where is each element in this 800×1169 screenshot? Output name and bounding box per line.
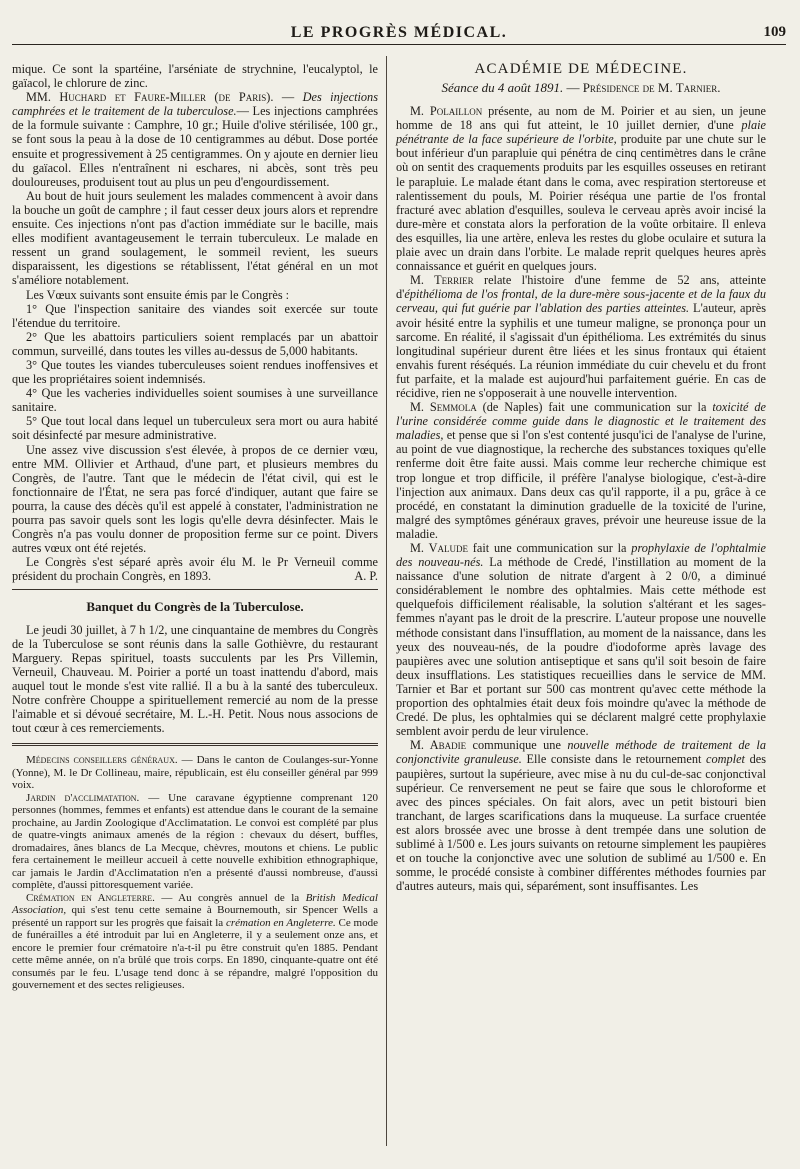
paragraph-semmola [396,400,766,541]
author-valude: M. Valude [410,541,468,555]
news-cremation-head: Crémation en Angleterre. [26,891,155,904]
news-jardin [12,792,378,892]
academy-heading: ACADÉMIE DE MÉDECINE. [474,61,688,77]
paragraph-voeux-intro: Les Vœux suivants sont ensuite émis par le Congrès : [26,287,290,302]
authors-huchard: MM. Huchard et Faure-Miller (de Paris). [26,90,274,105]
text-italic-2: complet [706,752,745,767]
text-italic: nouvelle méthode de traitement de la conjonctivite granuleuse. [396,738,766,767]
text-c: des paupières, surtout la supérieure, avec mise à nu du cul-de-sac conjonctival supérieur. Ce renversement ne peut se faire que sous le chloroforme et avec des pinces spéciales. On fait alors, avec un petit bistouri bien tranchant, de larges scarifications dans la muqueuse. La surface cruentée est alors brossée avec une brosse à dent trempée dans une solution de sublimé à 1/500 e. Les jours suivants on retourne simplement les paupières et on touche la conjonctive avec une solution de sublimé au 1/500 e. En somme, le procédé consiste à combiner différentes méthodes fournies par d'autres auteurs, mais qui, séparément, sont insuffisantes. Les [396,752,766,894]
page-number: 109 [763,24,786,40]
voeu-2: 2° Que les abattoirs particuliers soient remplacés par un abattoir commun, surveillé, dans toutes les villes au-dessus de 5,000 habitants. [12,329,378,358]
text-a: (de Naples) fait une communication sur la [476,400,713,415]
text-italic: épithélioma de l'os frontal, de la dure-mère sous-jacente et de la faux du cerveau, qui fut guérie par l'ablation des parties atteintes. [396,287,766,316]
text-a: relate l'histoire d'une femme de 52 ans, atteinte d' [396,273,766,302]
news-conseillers-head: Médecins conseillers généraux. [26,754,178,767]
text-b: La méthode de Credé, l'instillation au moment de la naissance d'une solution de nitrate d'argent à 2 0/0, a diminué considérablement le nombre des ophtalmies. Mais cette méthode est quelquefois difficilement réalisable, la solution s'altérant et les sages-femmes n'ayant pas le droit de la prescrire. L'auteur propose une nouvelle méthode consistant dans l'insufflation, au moment de la naissance, dans les yeux des nouveau-nés, de la poudre d'iodoforme après lavage des paupières avec une solution antiseptique et sans qu'il soit besoin de faire deux insufflations. Les statistiques recueillies dans le service de MM. Tarnier et Bar et portant sur 500 cas montrent qu'avec cette méthode la proportion des ophtalmies était deux fois moindre qu'avec la méthode de Credé. De plus, les ophtalmies qui se déclarent malgré cette prophylaxie semblent avoir perdu de leur virulence. [396,555,766,739]
news-jardin-body: — Une caravane égyptienne comprenant 120 personnes (hommes, femmes et enfants) est attendue dans le courant de la semaine prochaine, au Jardin Zoologique d'Acclimatation. Le convoi est complété par plus de quatre-vingts animaux amenés de la région : chevaux du désert, buffles, dromadaires, ânes blancs de La Mecque, chèvres, moutons et chiens. Le public fera certainement le meilleur accueil à cette nouvelle exhibition ethnographique, car jamais le Jardin d'Acclimatation n'en a présenté d'aussi nombreuse, d'aussi complète, d'aussi pittoresquement variée. [12,791,378,892]
page-header [12,24,786,45]
paragraph-valude [396,541,766,738]
text-b: Elle consiste dans le retournement [521,752,707,767]
author-semmola: M. Semmola [410,400,477,415]
paragraph-separation [12,555,378,583]
news-cremation-assoc: British Medical Association, [12,891,378,917]
text-b: L'auteur, après avoir hésité entre la syphilis et une tumeur maligne, se prononça pour un sarcome. En réalité, il s'agissait d'un épithélioma. Les extrémités du sinus longitudinal supérieur durent être liées et les sinus frontaux qui étaient envahis furent réséqués. La réunion immédiate du cuir chevelu et du front fut parfaite, et la malade est aujourd'hui parfaitement guérie. En cas de récidive, rien ne s'opposerait à une nouvelle intervention. [396,301,766,400]
seance-date: Séance du 4 août 1891. [441,80,564,96]
news-section [12,754,378,992]
journal-title: LE PROGRÈS MÉDICAL. [290,24,508,41]
presidence: — Présidence de M. Tarnier. [566,80,721,96]
paragraph-terrier [396,273,766,400]
double-divider [12,743,378,746]
voeu-3: 3° Que toutes les viandes tuberculeuses soient rendues inoffensives et que les propriétaires soient indemnisés. [12,357,378,387]
seance-line [396,80,766,96]
divider [12,589,378,590]
left-column [12,62,378,992]
text-italic: prophylaxie de l'ophtalmie des nouveau-nés. [396,541,767,570]
banquet-heading: Banquet du Congrès de la Tuberculose. [86,599,304,615]
news-jardin-head: Jardin d'acclimatation. [26,791,140,804]
author-terrier: M. Terrier [410,273,474,288]
right-column [396,62,766,893]
paragraph-abadie [396,738,766,893]
text-italic: toxicité de l'urine considérée comme guide dans le diagnostic et le traitement des maladies, [396,400,766,443]
title-injections: Des injections camphrées et le traitement de la tuberculose. [12,90,378,119]
paragraph-medicaments: mique. Ce sont la spartéine, l'arséniate de strychnine, l'eucalyptol, le gaïacol, le chlorure de zinc. [12,62,378,91]
text-a: fait une communication sur la [467,541,632,555]
text-b: et pense que si l'on s'est contenté jusqu'ici de l'analyse de l'urine, au point de vue diagnostique, la recherche des substances toxiques qu'elle renferme doit être faite aussi. Mais comme leur recherche chimique est trop longue et trop difficile, il préfère l'analyse biologique, c'est-à-dire l'injection aux animaux. Dans deux cas qu'il rapporte, il a pu, grâce à ce procédé, en constatant la diminution graduelle de la toxicité de l'urine, malgré des symptômes généraux graves, prévoir une heureuse issue de la maladie. [396,428,766,541]
voeu-1: 1° Que l'inspection sanitaire des viandes soit exercée sur toute l'étendue du territoire. [12,301,378,330]
text-a: communique une [466,738,568,753]
separation-text: Le Congrès s'est séparé après avoir élu M. le Pr Verneuil comme président du prochain Congrès, en 1893. [12,555,378,584]
paragraph-discussion: Une assez vive discussion s'est élevée, à propos de ce dernier vœu, entre MM. Ollivier et Arthaud, d'une part, et plusieurs membres du Congrès, de l'autre. Tant que le médecin de l'état civil, qui est le fonctionnaire de l'État, ne sera pas forcé d'indiquer, autant que faire se pourra, la cause des décès qu'il est appelé à constater, l'administration ne pourra pas savoir quels sont les logis qu'elle devra désinfecter. Mais le Congrès n'a pas voulu donner de proposition ferme sur ce point. Divers autres vœux ont été rejetés. [12,442,378,556]
column-divider [386,56,387,1146]
text-a: présente, au nom de M. Poirier et au sien, un jeune homme de 18 ans qui fut atteint, le 10 juillet dernier, d'une [396,104,766,133]
voeu-4: 4° Que les vacheries individuelles soient soumises à une surveillance sanitaire. [12,386,378,415]
paragraph-banquet: Le jeudi 30 juillet, à 7 h 1/2, une cinquantaine de membres du Congrès de la Tuberculose se sont réunis dans la salle Gothièvre, du restaurant Marguery. Repas spirituel, toasts succulents par les Prs Villemin, Verneuil, Chauveau. M. Poirier a porté un toast inattendu d'abord, mais auquel tout le monde s'est vite rallié. Il a bu à la santé des tuberculeux. Notre confrère Chouppe a spirituellement remercié au nom de la presse l'aimable et si dévoué secrétaire, M. L.-H. Petit. Nous nous associons de tout cœur à ces remerciements. [12,622,378,736]
voeux-list [12,302,378,443]
paragraph-polaillon [396,104,766,273]
author-abadie: M. Abadie [410,738,467,753]
news-cremation-title: crémation en Angleterre. [225,916,336,929]
author-polaillon: M. Polaillon [410,104,483,119]
paragraph-injections-camphrees: MM. Huchard et Faure-Miller (de Paris). — Des injections camphrées et le traitement de la tuberculose.— Les injections camphrées de la formule suivante : Camphre, 10 gr.; Huile d'olive stérilisée, 100 gr., se font sous la peau à la dose de 10 centigrammes au début. Dose portée ensuite et progressivement à 25 centigrammes. On y ajoute en dernier lieu du gaïacol. Elles n'entraînent ni eschares, ni abcès, sont très peu douloureuses, produisent tout au plus un peu d'engourdissement. [12,90,378,189]
voeu-5: 5° Que tout local dans lequel un tuberculeux sera mort ou aura habité soit désinfecté par mesure administrative. [12,414,378,443]
news-cremation-a: — Au congrès annuel de la [161,891,306,904]
news-conseillers-body: — Dans le canton de Coulanges-sur-Yonne (Yonne), M. le Dr Collineau, maire, républicain, est élu conseiller général par 999 voix. [12,754,379,792]
text-b: produite par une chute sur le bout inférieur d'un parapluie qui pénétra de cinq centimètres dans le crâne où on sentit des craquements produits par les esquilles osseuses en retirant le parapluie. Le malade étant dans le coma, avec respiration stertoreuse et ralentissement du pouls, M. Poirier réséqua une partie de l'os frontal fracturé avec ablation d'esquilles, souleva le cerveau après avoir incisé la dure-mère et constata alors la perforation de la voûte orbitaire. Il enleva des esquilles, lia une artère, enleva les restes du globe oculaire et sutura la plaie avec un drain dans l'orbite. Le malade reprit quelques heures après connaissance et guérit en quelques jours. [396,132,766,274]
news-cremation-b: qui s'est tenu cette semaine à Bournemouth, sir Spencer Wells a présenté un rapport sur les progrès que faisait la [12,904,378,929]
news-cremation [12,892,378,992]
paragraph-huit-jours: Au bout de huit jours seulement les malades commencent à avoir dans la bouche un goût de camphre ; il faut cesser deux jours alors et reprendre ensuite. Ces injections n'ont pas d'action immédiate sur le bacille, mais elles modifient avantageusement le terrain tuberculeux. Le malade en ressent un grand soulagement, le sommeil revient, les sueurs disparaissent, les digestions se rétablissent, l'état général en un mot s'améliore notablement. [12,188,378,288]
body-injections: — Les injections camphrées de la formule suivante : Camphre, 10 gr.; Huile d'olive stérilisée, 100 gr., se font sous la peau à la dose de 10 centigrammes au début. Dose portée ensuite et progressivement à 25 centigrammes. On y ajoute en dernier lieu du gaïacol. Elles n'entraînent ni eschares, ni abcès, sont très peu douloureuses, produisent tout au plus un peu d'engourdissement. [12,104,378,189]
text-italic: plaie pénétrante de la face supérieure de l'orbite, [396,118,766,147]
news-cremation-c: Ce mode de funérailles a été introduit par lui en Angleterre, il y a seulement onze ans, et encore le premier four crématoire n'a-t-il pu être construit qu'en 1885. Pendant cette même année, on n'a brûlé que trois corps. En 1890, cinquante-quatre ont été consumés par le feu. L'usage tend donc à se répandre, malgré l'opposition du gouvernement et des sectes religieuses. [12,916,378,992]
signature: A. P. [354,569,378,584]
news-conseillers [12,754,378,792]
